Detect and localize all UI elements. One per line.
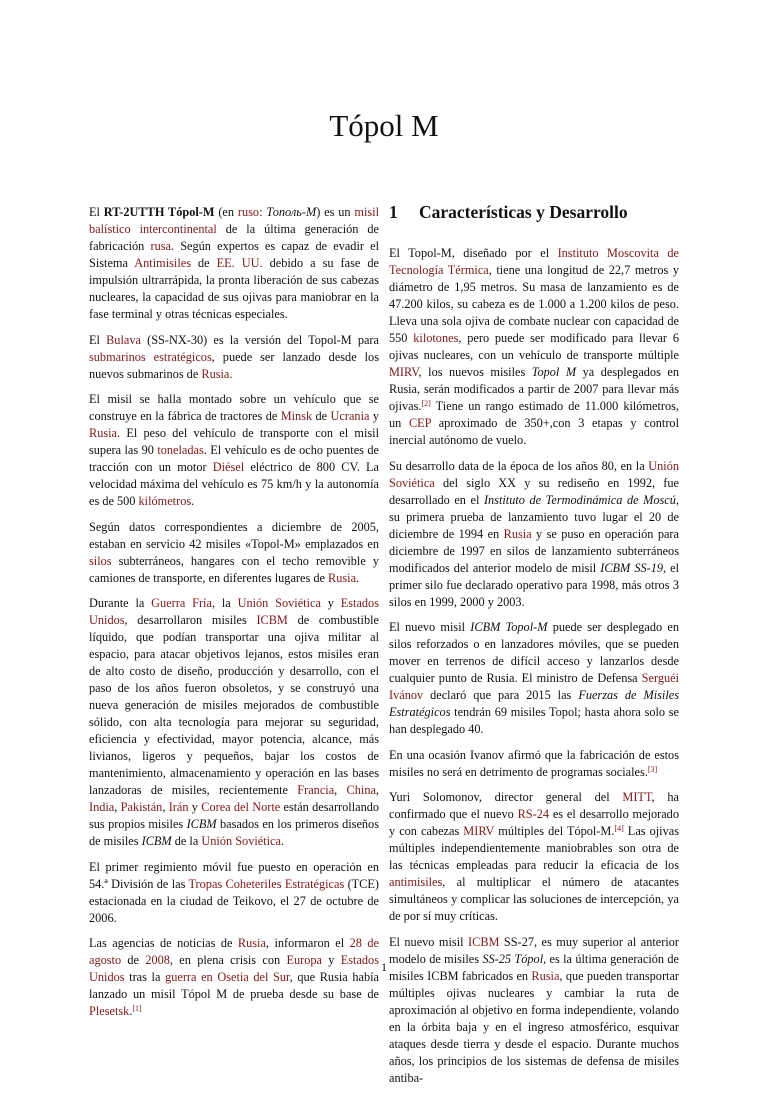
italic-term: Тополь-М — [266, 205, 317, 219]
paragraph — [89, 935, 379, 1020]
inline-link[interactable]: kilotones — [413, 331, 459, 345]
inline-link[interactable]: MITT — [622, 790, 652, 804]
text-run: ) es un — [316, 205, 355, 219]
paragraph — [89, 332, 379, 383]
inline-link[interactable]: Estados Unidos — [89, 596, 379, 627]
text-run: múltiples del Tópol-M. — [494, 824, 615, 838]
inline-link[interactable]: toneladas — [157, 443, 204, 457]
paragraph — [389, 619, 679, 738]
text-run: Durante la — [89, 596, 152, 610]
paragraph — [89, 519, 379, 587]
inline-link[interactable]: Minsk — [280, 409, 313, 423]
inline-link[interactable]: Antimisiles — [134, 256, 191, 270]
inline-link[interactable]: EE. UU. — [216, 256, 263, 270]
citation-link[interactable]: [2] — [421, 399, 431, 408]
section-title: Características y Desarrollo — [419, 202, 628, 222]
citation-link[interactable]: [1] — [132, 1004, 142, 1013]
text-run: , la — [211, 596, 238, 610]
inline-link[interactable]: MIRV — [389, 365, 419, 379]
text-run: , puede ser lanzado desde los nuevos submarinos de — [89, 349, 379, 381]
text-run: El — [89, 332, 107, 347]
text-run: . — [280, 834, 285, 848]
text-run: . — [229, 366, 233, 381]
inline-link[interactable]: Plesetsk — [89, 1004, 130, 1018]
inline-link[interactable]: Corea del Norte — [201, 800, 281, 814]
inline-link[interactable]: MIRV — [463, 824, 495, 838]
text-run: Tiene un rango estimado de 11.000 kilómetros, un — [389, 399, 679, 430]
italic-term: ICBM — [141, 834, 172, 848]
inline-link[interactable]: silos — [89, 553, 112, 568]
text-run: El nuevo misil — [389, 620, 471, 634]
text-run: , los nuevos misiles — [418, 365, 532, 379]
text-run: . — [129, 1004, 133, 1018]
inline-link[interactable]: Guerra Fría — [151, 596, 212, 610]
inline-link[interactable]: 2008 — [145, 953, 170, 967]
bold-term: RT-2UTTH Tópol-M — [103, 205, 215, 219]
text-run: El primer regimiento móvil fue puesto en operación en 54.ª División de las — [89, 859, 379, 891]
text-run: eléctrico de 800 CV. La velocidad máxima del vehículo es 75 km/h y la autonomía es de 500 — [89, 460, 379, 508]
text-run: , ha confirmado que el nuevo — [389, 790, 679, 821]
section-heading — [389, 201, 679, 223]
inline-link[interactable]: Unión Soviética — [389, 458, 679, 490]
inline-link[interactable]: Rusia — [89, 426, 118, 440]
inline-link[interactable]: Instituto Moscovita de Tecnología Térmica — [389, 246, 679, 277]
text-run: . Según expertos es capaz de evadir el Sistema — [89, 239, 379, 270]
text-run: están desarrollando sus propios misiles — [89, 800, 380, 831]
inline-link[interactable]: Unión Soviética — [201, 834, 281, 848]
inline-link[interactable]: rusa — [150, 239, 171, 253]
text-run: Su desarrollo data de la época de los años 80, en la — [389, 458, 649, 473]
italic-term: Fuerzas de Misiles Estratégicos — [389, 688, 679, 719]
text-run: basados en los primeros diseños de misiles — [89, 817, 379, 848]
inline-link[interactable]: Rusia — [328, 570, 357, 585]
text-run: El — [89, 205, 104, 219]
text-run: (SS-NX-30) es la versión del Topol-M para — [140, 332, 379, 347]
inline-link[interactable]: submarinos estratégicos — [89, 349, 212, 364]
text-run: , al multiplicar el número de atacantes simultáneos y complicar las soluciones de intercepción, ya de por sí muy críticas. — [389, 875, 679, 923]
text-run: puede ser desplegado en silos reforzados o en lanzadores móviles, que se pueden mover en terrenos de difícil acceso y lanzarlos desde cualquier punto de Rusia. El ministro de Defensa — [389, 620, 679, 685]
text-run: . El vehículo es de ocho puentes de tracción con un motor — [89, 443, 379, 474]
inline-link[interactable]: China — [346, 783, 376, 797]
italic-term: ICBM — [186, 817, 217, 831]
text-run: de la — [171, 834, 202, 848]
text-run: de — [121, 953, 146, 967]
text-run: Las agencias de noticias de — [89, 936, 238, 950]
citation-link[interactable]: [4] — [614, 824, 624, 833]
text-run: del siglo XX y su rediseño en 1992, fue desarrollado en el — [389, 475, 679, 507]
text-run: , — [375, 783, 379, 797]
italic-term: ICBM Topol-M — [470, 620, 548, 634]
text-run: , desarrollaron misiles — [124, 613, 257, 627]
paragraph — [89, 859, 379, 927]
text-run: SS-27, es muy superior al anterior modelo de misiles — [389, 934, 679, 966]
text-run: , que Rusia había lanzado un misil Tópol M de prueba desde su base de — [89, 970, 379, 1001]
text-run: , — [114, 800, 121, 814]
text-run: El nuevo misil — [389, 934, 469, 949]
inline-link[interactable]: Unión Soviética — [237, 596, 321, 610]
text-run: (en — [214, 205, 238, 219]
citation-link[interactable]: [3] — [647, 764, 658, 774]
paragraph — [89, 204, 379, 323]
text-run: tendrán 69 misiles Topol; hasta ahora solo se han desplegado 40. — [389, 705, 679, 736]
inline-link[interactable]: misil balístico intercontinental — [89, 205, 379, 236]
text-run: aproximado de 350+,con 3 etapas y control inercial autónomo de vuelo. — [389, 416, 679, 447]
inline-link[interactable]: India — [89, 800, 115, 814]
text-run: y — [369, 409, 379, 423]
inline-link[interactable]: Rusia — [531, 968, 560, 983]
text-run: y — [321, 953, 341, 967]
text-run: y se puso en operación para diciembre de 1997 en silos de lanzamiento subterráneos modificados del anterior modelo de misil — [389, 526, 679, 575]
inline-link[interactable]: RS-24 — [517, 807, 550, 821]
inline-link[interactable]: Rusia — [201, 366, 230, 381]
inline-link[interactable]: Pakistán — [120, 800, 163, 814]
paragraph — [389, 458, 679, 611]
text-run: y — [320, 596, 341, 610]
text-run: y — [188, 800, 202, 814]
text-run: , informaron el — [265, 936, 350, 950]
italic-term: SS-25 Tópol — [482, 951, 544, 966]
inline-link[interactable]: Ucrania — [330, 409, 370, 423]
text-run: . — [191, 494, 195, 508]
text-run: , pero puede ser modificado para llevar 6 ojivas nucleares, con un vehículo de transporte múltiple — [389, 331, 679, 362]
text-run: , — [334, 783, 347, 797]
text-run: , — [162, 800, 169, 814]
text-run: , tiene una longitud de 22,7 metros y diámetro de 1,95 metros. Su masa de lanzamiento es de 47.200 kilos, su cabeza es de 1.000 a 1.200 kilos de peso. Lleva una sola ojiva de combate nuclear con capacidad de 550 — [389, 263, 679, 345]
page-title: Tópol M — [329, 108, 439, 143]
text-run: . El peso del vehículo de transporte con el misil supera las 90 — [89, 426, 379, 457]
text-run: Según datos correspondientes a diciembre de 2005, estaban en servicio 42 misiles «Topol-M» emplazados en — [89, 519, 379, 551]
text-run: El misil se halla montado sobre un vehículo que se construye en la fábrica de tractores de — [89, 392, 379, 423]
text-run: de — [191, 256, 217, 270]
section-number: 1 — [389, 202, 398, 222]
page-number: 1 — [381, 960, 387, 974]
text-run: subterráneos, hangares con el techo removible y camiones de transporte, en diferentes lugares de — [89, 553, 379, 585]
text-run: El Topol-M, diseñado por el — [389, 246, 558, 260]
italic-term: Topol M — [531, 365, 577, 379]
inline-link[interactable]: Rusia — [237, 936, 266, 950]
inline-link[interactable]: Irán — [168, 800, 189, 814]
inline-link[interactable]: Serguéi Ivánov — [389, 671, 679, 702]
text-run: Las ojivas múltiples independientemente maniobrables son otra de las técnicas empleadas para reducir la eficacia de los — [389, 824, 679, 872]
paragraph — [89, 391, 379, 510]
text-run: declaró que para 2015 las — [423, 688, 579, 702]
text-run: , que pueden transportar múltiples ojivas nucleares y cambiar la ruta de aproximación al objetivo en forma independiente, volando en la órbita baja y en el ingreso atmosférico, esquivar ataques desde tierra y desde el espacio. Durante muchos años, los principios de los sistemas de defensa de misiles antiba- — [389, 968, 680, 1085]
inline-link[interactable]: Tropas Coheteriles Estratégicas — [188, 876, 345, 891]
paragraph — [89, 595, 379, 850]
text-run: (TCE) estacionada en la ciudad de Teikovo, el 27 de octubre de 2006. — [89, 876, 379, 925]
inline-link[interactable]: Bulava — [106, 332, 141, 347]
text-run: Yuri Solomonov, director general del — [389, 790, 623, 804]
text-run: , en plena crisis con — [169, 953, 287, 967]
text-run: , su primera prueba de lanzamiento tuvo lugar el 20 de diciembre de 1994 en — [389, 492, 679, 541]
paragraph — [389, 747, 679, 781]
paragraph — [389, 789, 679, 925]
paragraph — [389, 934, 679, 1087]
inline-link[interactable]: 28 de agosto — [89, 936, 379, 967]
text-run: de la última generación de fabricación — [89, 222, 380, 253]
inline-link[interactable]: Europa — [286, 953, 322, 967]
italic-term: Instituto de Termodinámica de Moscú — [483, 492, 676, 507]
text-run: de — [312, 409, 331, 423]
text-run: En una ocasión Ivanov afirmó que la fabricación de estos misiles no será en detrimento de programas sociales. — [389, 747, 679, 779]
inline-link[interactable]: Francia — [297, 783, 335, 797]
italic-term: ICBM SS-19 — [600, 560, 664, 575]
text-run: . — [356, 570, 360, 585]
inline-link[interactable]: Diésel — [212, 460, 245, 474]
text-run: , el primer silo fue declarado operativo para 1998, más otros 3 silos en 1999, 2000 y 2003. — [389, 560, 679, 609]
text-run: de combustible líquido, que podían transportar una ojiva militar al espacio, para atacar objetivos lejanos, estos misiles eran de alto costo de diseño, producción y desarrollo, con el paso de los años fueron obsoletos, y se construyó una nueva generación de misiles mejorados de combustible sólido, con alta tecnología para mejorar su seguridad, eficiencia y efectividad, mayor potencia, alcance, más livianos, ligeros y pequeños, bajar los costos de mantenimiento, almacenamiento y operación en las bases lanzadoras de misiles, recientemente — [89, 613, 379, 797]
text-run: debido a su fase de impulsión ultrarrápida, la pronta liberación de sus cabezas nucleares, la capacidad de sus ojivas para maniobrar en la fase terminal y otras técnicas especiales. — [89, 256, 379, 321]
inline-link[interactable]: Rusia — [503, 526, 532, 541]
inline-link[interactable]: kilómetros — [138, 494, 192, 508]
inline-link[interactable]: ICBM — [256, 613, 288, 627]
text-run: , es la última generación de misiles ICBM fabricados en — [389, 951, 680, 983]
text-run: ya desplegados en Rusia, serán modificados a partir de 2007 para llevar más ojivas. — [389, 365, 680, 413]
inline-link[interactable]: Estados Unidos — [89, 953, 379, 984]
text-run: es el desarrollo mejorado y con cabezas — [389, 807, 679, 838]
inline-link[interactable]: ruso — [237, 205, 260, 219]
paragraph — [389, 245, 679, 449]
left-column — [89, 204, 379, 1029]
inline-link[interactable]: ICBM — [468, 934, 500, 949]
inline-link[interactable]: guerra en Osetia del Sur — [165, 970, 290, 984]
inline-link[interactable]: CEP — [408, 416, 432, 430]
text-run: tras la — [124, 970, 166, 984]
inline-link[interactable]: antimisiles — [389, 875, 443, 889]
text-run: : — [259, 205, 267, 219]
